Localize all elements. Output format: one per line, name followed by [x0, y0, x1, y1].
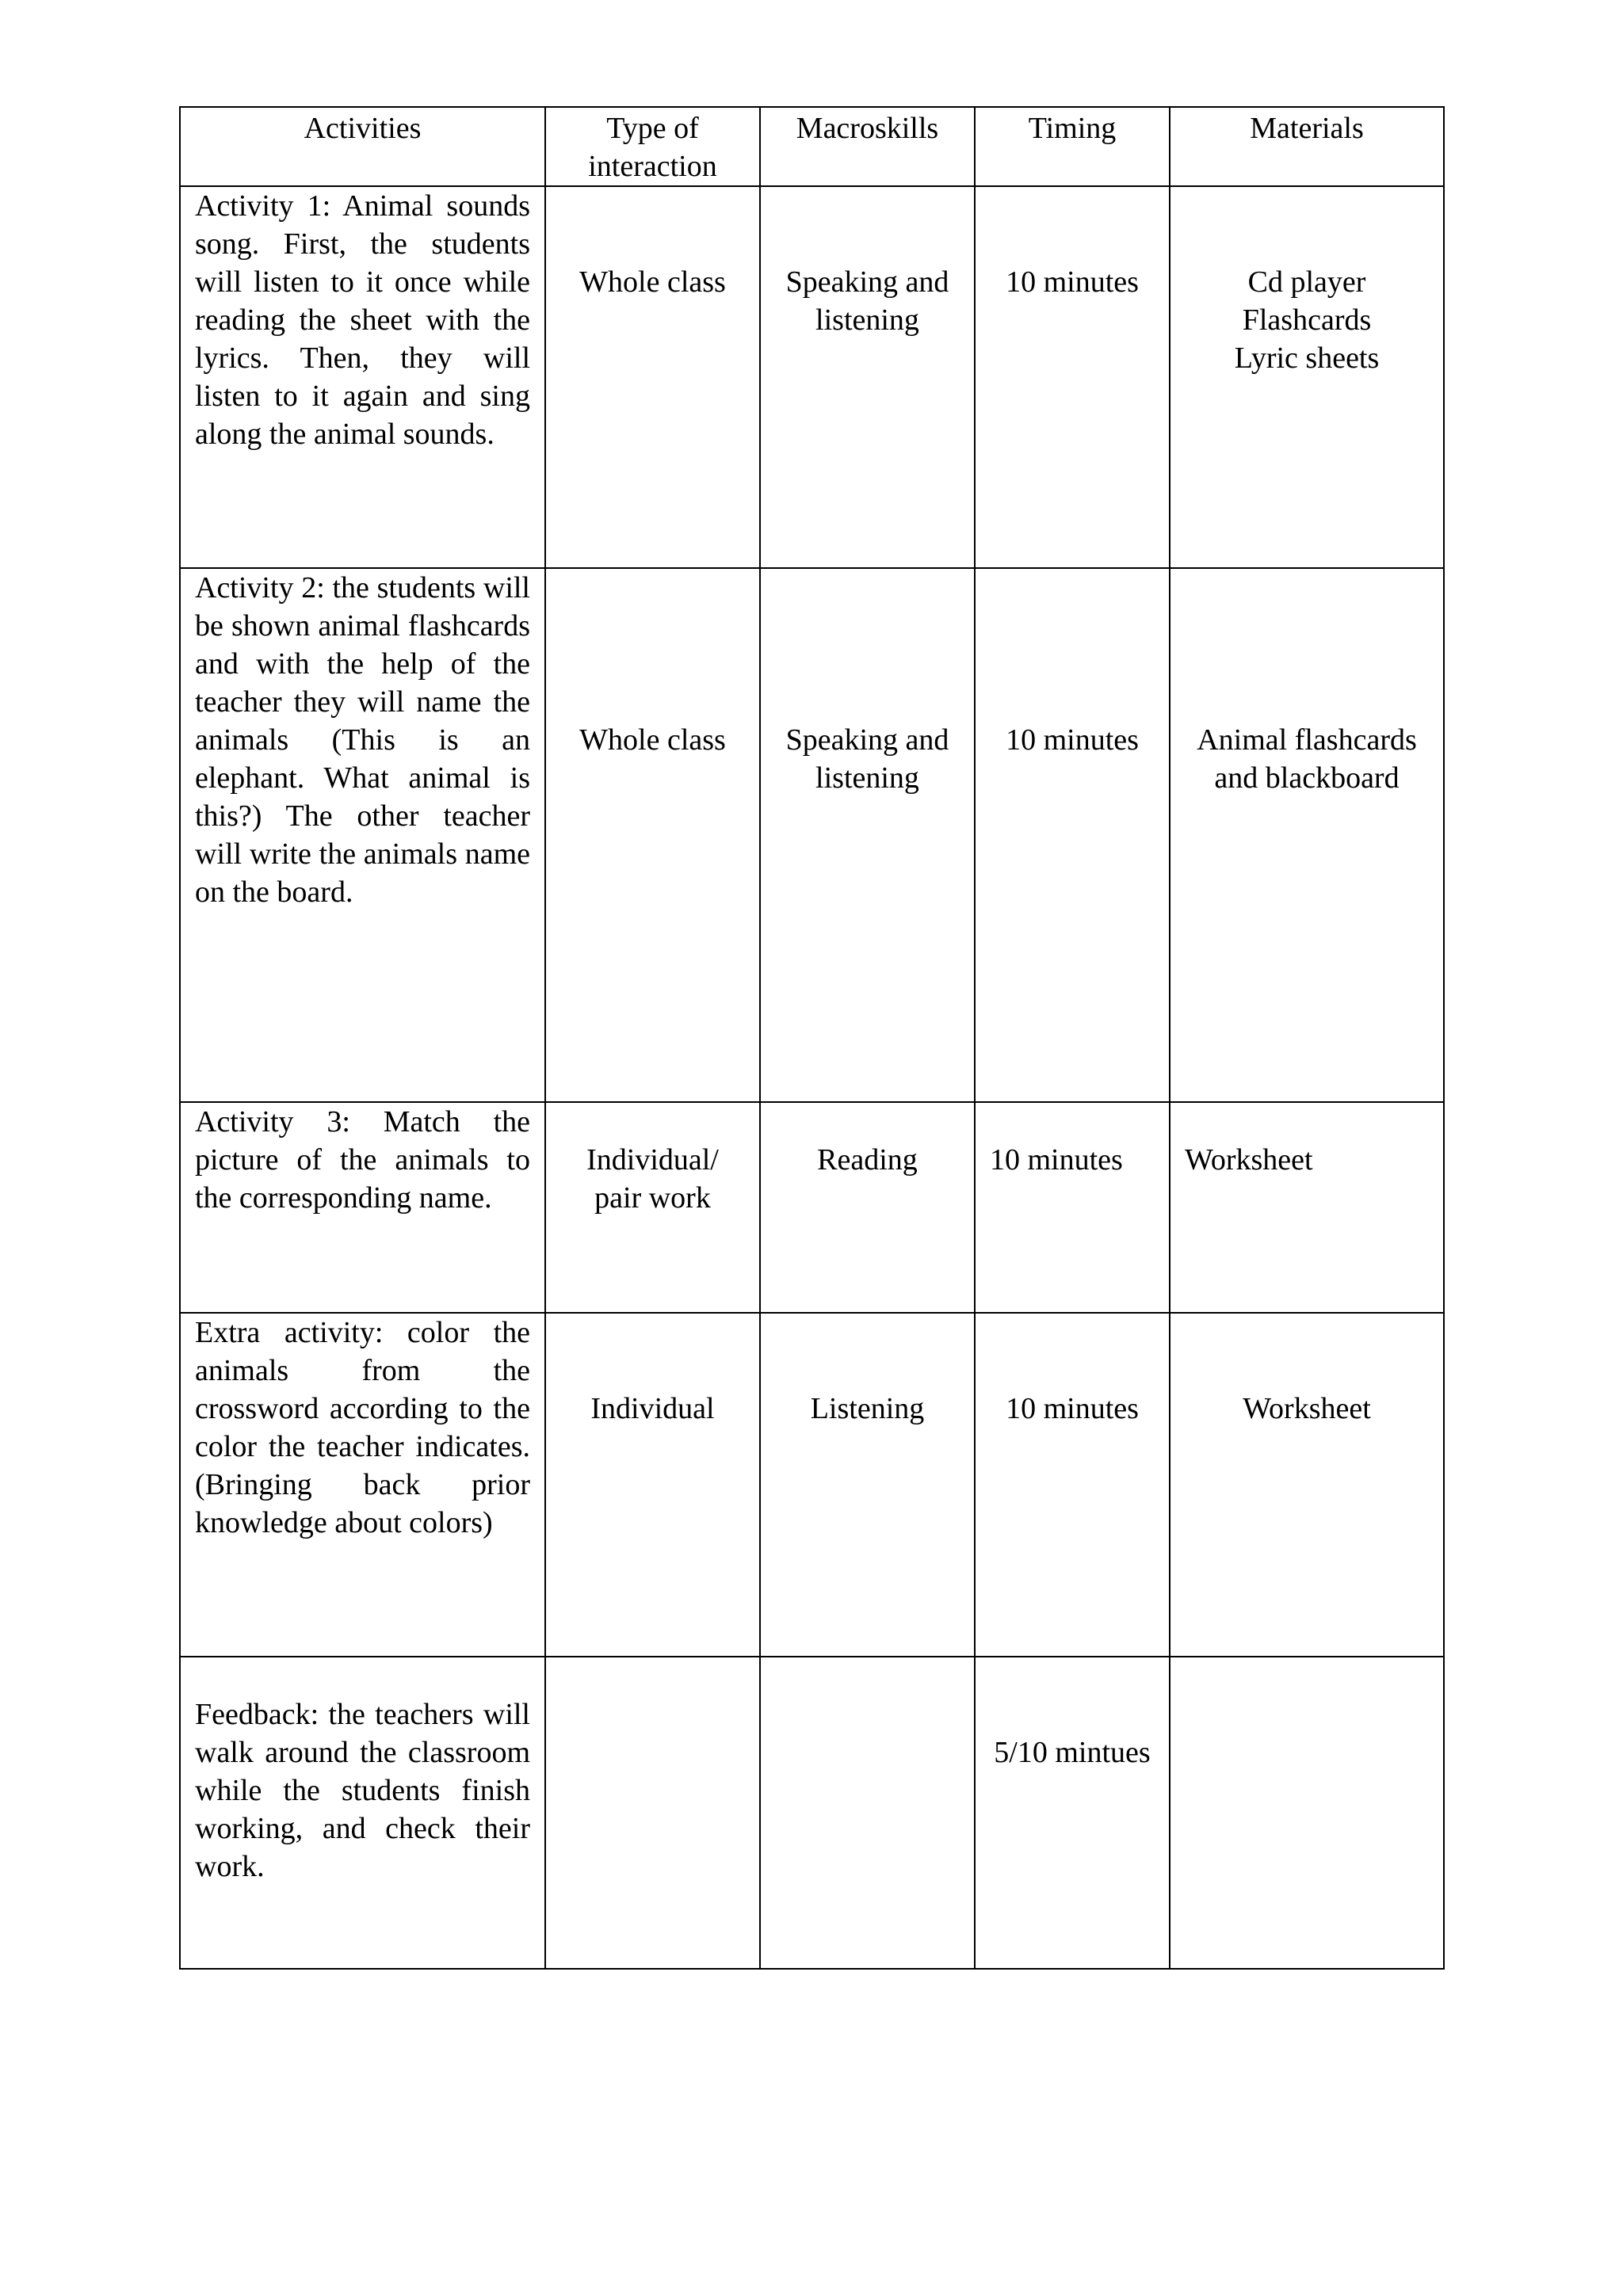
- activity-cell: Feedback: the teachers will walk around the classroom while the students finish working, and check their work.: [180, 1657, 545, 1969]
- activity-cell: Activity 3: Match the picture of the animals to the corresponding name.: [180, 1102, 545, 1313]
- macroskills-cell: [760, 1657, 975, 1969]
- table-header-row: [180, 107, 1444, 186]
- activity-cell: Activity 2: the students will be shown animal flashcards and with the help of the teacher they will name the animals (This is an elephant. What animal is this?) The other teacher will write the animals name on the board.: [180, 568, 545, 1102]
- interaction-cell: Whole class: [545, 568, 760, 1102]
- material-item: Animal flashcards and blackboard: [1197, 723, 1417, 795]
- timing-cell: 10 minutes: [975, 568, 1170, 1102]
- table-row: [180, 1657, 1444, 1969]
- timing-cell: 10 minutes: [975, 186, 1170, 568]
- material-item: Worksheet: [1243, 1392, 1371, 1425]
- table-row: [180, 568, 1444, 1102]
- timing-cell: 10 minutes: [975, 1313, 1170, 1657]
- activity-cell: Extra activity: color the animals from the crossword according to the color the teacher indicates. (Bringing back prior knowledge about colors): [180, 1313, 545, 1657]
- materials-cell: [1170, 1102, 1444, 1313]
- header-macroskills: Macroskills: [760, 107, 975, 186]
- macroskills-cell: Listening: [760, 1313, 975, 1657]
- macroskills-cell: Speaking and listening: [760, 186, 975, 568]
- table-row: [180, 1313, 1444, 1657]
- macroskills-cell: Reading: [760, 1102, 975, 1313]
- materials-cell: [1170, 1657, 1444, 1969]
- material-item: Worksheet: [1185, 1143, 1313, 1177]
- header-interaction: Type of interaction: [545, 107, 760, 186]
- lesson-plan-table: [179, 106, 1445, 1970]
- header-timing: Timing: [975, 107, 1170, 186]
- interaction-cell: Individual: [545, 1313, 760, 1657]
- timing-cell: 10 minutes: [975, 1102, 1170, 1313]
- interaction-cell: [545, 1657, 760, 1969]
- timing-cell: 5/10 mintues: [975, 1657, 1170, 1969]
- materials-cell: [1170, 568, 1444, 1102]
- table-row: [180, 1102, 1444, 1313]
- table-row: [180, 186, 1444, 568]
- header-activities: Activities: [180, 107, 545, 186]
- material-item: Lyric sheets: [1234, 341, 1380, 375]
- header-materials: Materials: [1170, 107, 1444, 186]
- activity-cell: Activity 1: Animal sounds song. First, the students will listen to it once while reading the sheet with the lyrics. Then, they will listen to it again and sing along the animal sounds.: [180, 186, 545, 568]
- interaction-cell: Individual/ pair work: [545, 1102, 760, 1313]
- material-item: Flashcards: [1242, 303, 1372, 337]
- interaction-cell: Whole class: [545, 186, 760, 568]
- materials-cell: [1170, 186, 1444, 568]
- macroskills-cell: Speaking and listening: [760, 568, 975, 1102]
- material-item: Cd player: [1247, 265, 1366, 299]
- materials-cell: [1170, 1313, 1444, 1657]
